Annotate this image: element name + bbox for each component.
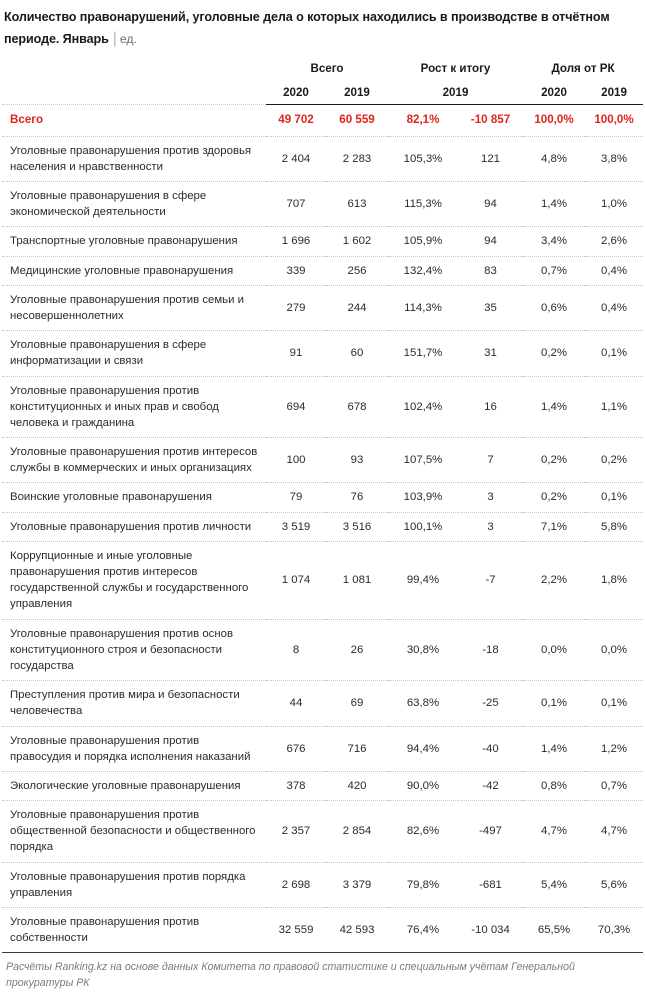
cell-share-2020: 100,0% (523, 105, 585, 136)
cell-category-label: Уголовные правонарушения против семьи и несовершеннолетних (2, 285, 266, 330)
cell-growth-abs: 35 (458, 285, 523, 330)
cell-total-2020: 91 (266, 331, 326, 376)
cell-share-2020: 2,2% (523, 541, 585, 619)
cell-share-2019: 4,7% (585, 801, 643, 863)
cell-share-2019: 1,1% (585, 376, 643, 438)
cell-growth-abs: 3 (458, 483, 523, 512)
cell-total-2019: 613 (326, 182, 388, 227)
cell-growth-pct: 151,7% (388, 331, 458, 376)
cell-category-label: Воинские уголовные правонарушения (2, 483, 266, 512)
cell-total-2020: 3 519 (266, 512, 326, 541)
table-row (2, 726, 643, 771)
cell-growth-abs: 3 (458, 512, 523, 541)
cell-growth-abs: -10 857 (458, 105, 523, 136)
table-row (2, 862, 643, 907)
cell-total-2020: 79 (266, 483, 326, 512)
cell-growth-pct: 115,3% (388, 182, 458, 227)
cell-total-2020: 694 (266, 376, 326, 438)
cell-growth-pct: 114,3% (388, 285, 458, 330)
table-row (2, 182, 643, 227)
cell-total-2020: 1 696 (266, 227, 326, 256)
cell-total-2019: 69 (326, 681, 388, 726)
table-row (2, 771, 643, 800)
cell-share-2020: 0,8% (523, 771, 585, 800)
cell-growth-abs: 83 (458, 256, 523, 285)
cell-growth-abs: 16 (458, 376, 523, 438)
cell-total-2019: 256 (326, 256, 388, 285)
cell-category-label: Медицинские уголовные правонарушения (2, 256, 266, 285)
offences-table (2, 56, 643, 953)
cell-total-2019: 60 559 (326, 105, 388, 136)
cell-total-2019: 93 (326, 438, 388, 483)
table-row (2, 908, 643, 953)
cell-share-2020: 1,4% (523, 182, 585, 227)
title-unit: ед. (119, 31, 137, 46)
table-row (2, 376, 643, 438)
cell-growth-pct: 132,4% (388, 256, 458, 285)
cell-growth-pct: 90,0% (388, 771, 458, 800)
cell-total-2019: 1 602 (326, 227, 388, 256)
cell-growth-pct: 82,6% (388, 801, 458, 863)
cell-total-2019: 2 854 (326, 801, 388, 863)
cell-category-label: Уголовные правонарушения против основ конституционного строя и безопасности государства (2, 619, 266, 681)
cell-total-2020: 676 (266, 726, 326, 771)
year-header-share-2020: 2020 (523, 80, 585, 105)
group-header-row (2, 56, 643, 80)
cell-share-2020: 0,2% (523, 331, 585, 376)
cell-category-label: Уголовные правонарушения против собственности (2, 908, 266, 953)
table-row (2, 438, 643, 483)
cell-category-label: Уголовные правонарушения против конституционных и иных прав и свобод человека и гражданина (2, 376, 266, 438)
cell-category-label: Уголовные правонарушения в сфере экономической деятельности (2, 182, 266, 227)
cell-growth-pct: 30,8% (388, 619, 458, 681)
year-header-blank (2, 80, 266, 105)
cell-share-2019: 0,4% (585, 256, 643, 285)
table-row-total (2, 105, 643, 136)
cell-growth-pct: 82,1% (388, 105, 458, 136)
cell-share-2019: 1,8% (585, 541, 643, 619)
year-header-total-2019: 2019 (326, 80, 388, 105)
cell-total-2020: 2 698 (266, 862, 326, 907)
cell-share-2019: 5,8% (585, 512, 643, 541)
cell-share-2020: 65,5% (523, 908, 585, 953)
cell-growth-pct: 102,4% (388, 376, 458, 438)
cell-growth-pct: 107,5% (388, 438, 458, 483)
cell-category-label: Уголовные правонарушения в сфере информатизации и связи (2, 331, 266, 376)
cell-total-2019: 244 (326, 285, 388, 330)
cell-total-2020: 44 (266, 681, 326, 726)
cell-total-2020: 339 (266, 256, 326, 285)
cell-share-2019: 0,2% (585, 438, 643, 483)
cell-share-2020: 0,0% (523, 619, 585, 681)
cell-growth-abs: 121 (458, 136, 523, 181)
cell-category-label: Уголовные правонарушения против порядка управления (2, 862, 266, 907)
cell-category-label: Преступления против мира и безопасности человечества (2, 681, 266, 726)
cell-category-label: Коррупционные и иные уголовные правонарушения против интересов государственной службы и государственного управления (2, 541, 266, 619)
cell-share-2019: 2,6% (585, 227, 643, 256)
cell-total-2019: 60 (326, 331, 388, 376)
cell-share-2020: 0,2% (523, 438, 585, 483)
cell-share-2019: 100,0% (585, 105, 643, 136)
cell-growth-pct: 63,8% (388, 681, 458, 726)
cell-category-label: Всего (2, 105, 266, 136)
group-header-share: Доля от РК (551, 62, 615, 76)
cell-share-2020: 0,2% (523, 483, 585, 512)
cell-category-label: Транспортные уголовные правонарушения (2, 227, 266, 256)
cell-share-2020: 1,4% (523, 376, 585, 438)
cell-share-2019: 0,1% (585, 483, 643, 512)
cell-share-2019: 70,3% (585, 908, 643, 953)
table-row (2, 512, 643, 541)
year-header-growth-2019: 2019 (388, 80, 523, 105)
year-header-share-2019: 2019 (585, 80, 643, 105)
cell-growth-pct: 105,9% (388, 227, 458, 256)
cell-growth-abs: -40 (458, 726, 523, 771)
cell-total-2019: 3 516 (326, 512, 388, 541)
cell-growth-abs: 94 (458, 182, 523, 227)
cell-share-2020: 4,8% (523, 136, 585, 181)
cell-share-2020: 5,4% (523, 862, 585, 907)
source-footnote: Расчёты Ranking.kz на основе данных Комитета по правовой статистике и специальным учётам Генеральной прокуратуры РК (6, 961, 575, 990)
cell-growth-abs: 94 (458, 227, 523, 256)
cell-total-2020: 707 (266, 182, 326, 227)
cell-total-2020: 2 357 (266, 801, 326, 863)
cell-total-2019: 42 593 (326, 908, 388, 953)
cell-total-2019: 2 283 (326, 136, 388, 181)
cell-total-2019: 26 (326, 619, 388, 681)
cell-growth-abs: -497 (458, 801, 523, 863)
table-row (2, 331, 643, 376)
cell-share-2020: 1,4% (523, 726, 585, 771)
cell-growth-pct: 94,4% (388, 726, 458, 771)
cell-total-2020: 100 (266, 438, 326, 483)
table-row (2, 801, 643, 863)
page-title-text: Количество правонарушений, уголовные дела о которых находились в производстве в отчётном периоде. Январь (4, 10, 610, 46)
cell-total-2020: 378 (266, 771, 326, 800)
cell-share-2020: 4,7% (523, 801, 585, 863)
cell-total-2019: 420 (326, 771, 388, 800)
cell-share-2019: 3,8% (585, 136, 643, 181)
year-header-row (2, 80, 643, 105)
cell-total-2020: 279 (266, 285, 326, 330)
table-body (2, 105, 643, 953)
cell-share-2019: 0,4% (585, 285, 643, 330)
cell-total-2019: 3 379 (326, 862, 388, 907)
cell-share-2020: 0,6% (523, 285, 585, 330)
cell-category-label: Уголовные правонарушения против общественной безопасности и общественного порядка (2, 801, 266, 863)
cell-share-2019: 1,0% (585, 182, 643, 227)
cell-growth-abs: -18 (458, 619, 523, 681)
group-header-blank (2, 56, 266, 80)
cell-share-2019: 0,1% (585, 681, 643, 726)
cell-share-2020: 3,4% (523, 227, 585, 256)
cell-growth-abs: 7 (458, 438, 523, 483)
cell-category-label: Уголовные правонарушения против правосудия и порядка исполнения наказаний (2, 726, 266, 771)
table-row (2, 136, 643, 181)
cell-total-2020: 2 404 (266, 136, 326, 181)
cell-total-2020: 49 702 (266, 105, 326, 136)
cell-growth-abs: -10 034 (458, 908, 523, 953)
cell-total-2019: 76 (326, 483, 388, 512)
title-separator: | (112, 29, 117, 47)
page-title (0, 0, 645, 49)
table-row (2, 256, 643, 285)
cell-share-2020: 7,1% (523, 512, 585, 541)
cell-growth-abs: -7 (458, 541, 523, 619)
table-header (2, 56, 643, 105)
table-row (2, 681, 643, 726)
cell-category-label: Уголовные правонарушения против личности (2, 512, 266, 541)
cell-share-2020: 0,7% (523, 256, 585, 285)
cell-share-2019: 0,7% (585, 771, 643, 800)
cell-share-2019: 5,6% (585, 862, 643, 907)
cell-category-label: Уголовные правонарушения против здоровья населения и нравственности (2, 136, 266, 181)
cell-total-2019: 678 (326, 376, 388, 438)
cell-growth-pct: 76,4% (388, 908, 458, 953)
cell-growth-pct: 100,1% (388, 512, 458, 541)
table-row (2, 227, 643, 256)
cell-total-2020: 1 074 (266, 541, 326, 619)
cell-growth-pct: 79,8% (388, 862, 458, 907)
cell-total-2020: 32 559 (266, 908, 326, 953)
cell-growth-pct: 105,3% (388, 136, 458, 181)
cell-growth-abs: -25 (458, 681, 523, 726)
cell-growth-abs: 31 (458, 331, 523, 376)
year-header-total-2020: 2020 (266, 80, 326, 105)
cell-category-label: Уголовные правонарушения против интересов службы в коммерческих и иных организациях (2, 438, 266, 483)
table-row (2, 541, 643, 619)
cell-category-label: Экологические уголовные правонарушения (2, 771, 266, 800)
cell-total-2020: 8 (266, 619, 326, 681)
table-row (2, 285, 643, 330)
cell-share-2019: 0,1% (585, 331, 643, 376)
cell-share-2020: 0,1% (523, 681, 585, 726)
cell-share-2019: 0,0% (585, 619, 643, 681)
table-row (2, 619, 643, 681)
cell-total-2019: 716 (326, 726, 388, 771)
cell-growth-abs: -42 (458, 771, 523, 800)
table-row (2, 483, 643, 512)
cell-growth-pct: 103,9% (388, 483, 458, 512)
group-header-growth: Рост к итогу (420, 62, 491, 76)
group-header-total: Всего (310, 62, 344, 76)
cell-total-2019: 1 081 (326, 541, 388, 619)
cell-growth-pct: 99,4% (388, 541, 458, 619)
cell-share-2019: 1,2% (585, 726, 643, 771)
cell-growth-abs: -681 (458, 862, 523, 907)
